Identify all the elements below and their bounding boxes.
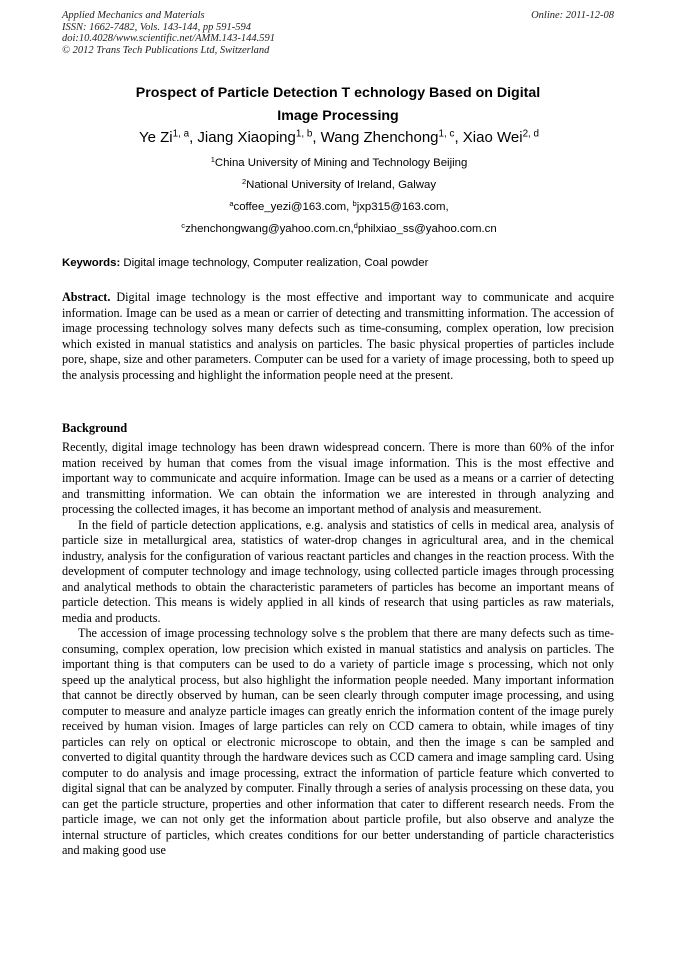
issn-line: ISSN: 1662-7482, Vols. 143-144, pp 591-594 (62, 21, 251, 33)
paper-title (62, 82, 614, 128)
author: Ye Zi$^{1, a}$, (138, 128, 198, 146)
paragraph: In the field of particle detection applications, e.g. analysis and statistics of cells in medical area, analysis of particle size in metallurgical area, statistics of water-drop changes in agricultural area, and in the chemical industry, analysis for the configuration of various reactant particles and changes in the reaction process. With the development of computer technology and image technology, using collected particle images through processing and analytical methods to obtain the characteristic parameters of particles has become an important means of particle detection. This means is widely applied in all kinds of research that using particles as raw materials, media and products. (62, 517, 614, 625)
copyright-line: © 2012 Trans Tech Publications Ltd, Switzerland (62, 44, 270, 56)
online-date: Online: 2011-12-08 (531, 10, 614, 21)
abstract (62, 290, 614, 383)
keywords-text: Digital image technology, Computer realization, Coal powder (120, 257, 429, 269)
abstract-text: Digital image technology is the most effective and important way to communicate and acquire information. Image can be used as a mean or carrier of detecting and transmitting information. The accession of image processing technology solves many defects such as time-consuming, complex operation, low precision which existed in manual statistics and analysis on particles. The basic physical properties of particles include pore, shape, size and other parameters. Computer can be used for a variety of image processing, both to speed up the analysis processing and highlight the information people need at the present. (62, 290, 614, 382)
paragraph: Recently, digital image technology has been drawn widespread concern. There is more than 60% of the infor mation received by human that comes from the visual image information. This is the most effective and important way to communicate and acquire information. Image can be used as a means or a carrier of detecting and transmitting information. We can obtain the information we are interested in through analyzing and processing the collected images, it has become an important method of analysis and measurement. (62, 440, 614, 516)
author: Xiao Wei$^{2, d}$ (462, 128, 540, 146)
keywords (62, 256, 614, 270)
abstract-label: Abstract. (62, 290, 111, 304)
running-header (62, 10, 614, 56)
keywords-label: Keywords: (62, 257, 121, 269)
email-line-1: $^a$coffee_yezi@163.com, $^b$jxp315@163.com, (229, 198, 449, 213)
email-line-2: $^c$zhenchongwang@yahoo.com.cn,$^d$philxiao_ss@yahoo.com.cn (181, 220, 497, 235)
affiliation-1: $^1$China University of Mining and Technology Beijing (210, 154, 468, 169)
author: Jiang Xiaoping$^{1, b}$, (197, 128, 321, 146)
author: Wang Zhenchong$^{1, c}$, (320, 128, 463, 146)
title-line-1: Prospect of Particle Detection T echnology Based on Digital (135, 85, 541, 101)
journal-name: Applied Mechanics and Materials (62, 10, 205, 21)
background-section (62, 440, 614, 859)
title-line-2: Image Processing (277, 108, 399, 124)
section-heading: Background (62, 421, 128, 435)
affiliation-2: $^2$National University of Ireland, Galway (241, 176, 437, 191)
paragraph: The accession of image processing technology solve s the problem that there are many defects such as time-consuming, complex operation, low precision which existed in manual statistics and analysis on particles. The important thing is that computers can be used to do a variety of particle image s processing, which not only speed up the analytical process, but also highlight the information people needed. Many important information that cannot be directly observed by human, can be seen clearly through computer image processing, and using computer to measure and analyze particle images can greatly enrich the information content of the image purely received by human vision. Images of large particles can rely on CCD camera to obtain, while images of tiny particles can rely on optical or electronic microscope to obtain, and then the image s can be sampled and converted to digital quantity through the hardware devices such as CCD camera and image sampling card. Using computer to do analysis and image processing, extract the information of particle feature which converted to digital signal that can be analyzed by computer. Finally through a series of analysis processing on these data, you can get the particle structure, properties and other information that cater to different research needs. From the particle image, we can not only get the information about particle profile, but also observe and analyze the internal structure of particles, which creates conditions for our better understanding of particle characteristics and making good use (62, 626, 614, 857)
doi-line: doi:10.4028/www.scientific.net/AMM.143-144.591 (62, 33, 275, 45)
author-list (0, 128, 678, 148)
